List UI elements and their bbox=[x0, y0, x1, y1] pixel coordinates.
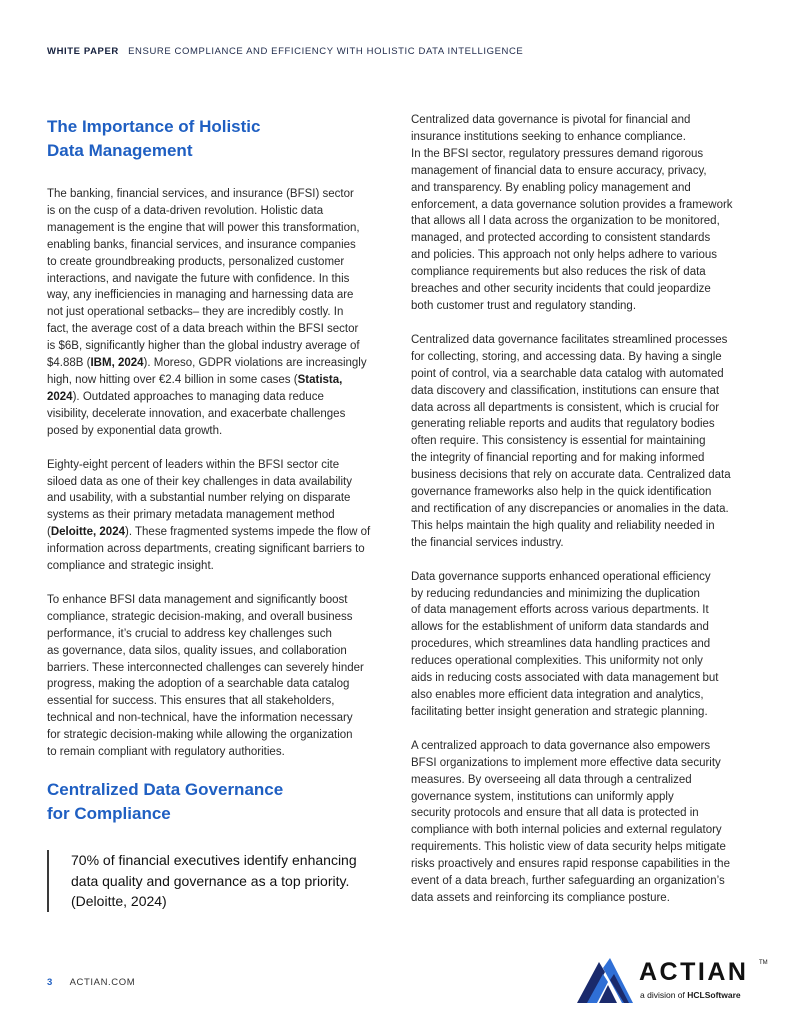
section-heading-governance: Centralized Data Governance for Compliance bbox=[47, 780, 284, 823]
citation-statista: Statista, bbox=[297, 373, 343, 386]
citation-ibm: IBM, 2024 bbox=[90, 357, 144, 370]
logo-wordmark: ACTIAN bbox=[639, 958, 749, 986]
citation-deloitte: Deloitte, 2024 bbox=[50, 526, 125, 539]
right-column bbox=[411, 112, 761, 924]
header-title: ENSURE COMPLIANCE AND EFFICIENCY WITH HOLISTIC DATA INTELLIGENCE bbox=[128, 46, 524, 57]
paragraph-pivotal-governance: Centralized data governance is pivotal for financial and insurance institutions seeking to enhance compliance. In the BFSI sector, regulatory pressures demand rigorous management of financial data to ensure accuracy, privacy, and transparency. By enabling policy management and enforcement, a data governance solution provides a framework that allows all l data across the organization to be monitored, managed, and protected according to consistent standards and policies. This approach not only helps adhere to various compliance requirements but also reduces the risk of data breaches and other security incidents that could jeopardize both customer trust and regulatory standing. bbox=[411, 114, 733, 312]
paragraph-streamlined-processes: Centralized data governance facilitates streamlined processes for collecting, storing, and accessing data. By having a single point of control, via a searchable data catalog with automated data discovery and classification, institutions can ensure that data across all departments is consistent, which is crucial for generating reliable reports and audits that regulatory bodies often require. This consistency is essential for maintaining the integrity of financial reporting and for making informed business decisions that rely on accurate data. Centralized data governance frameworks also help in the quick identification and rectification of any discrepancies or anomalies in the data. This helps maintain the high quality and reliability needed in the financial services industry. bbox=[411, 333, 731, 549]
page-footer bbox=[47, 977, 135, 988]
actian-mountain-icon bbox=[577, 958, 633, 1004]
section-heading-importance: The Importance of Holistic Data Management bbox=[47, 117, 261, 160]
paragraph-siloed-data: Eighty-eight percent of leaders within the BFSI sector cite siloed data as one of their key challenges in data availability and usability, with a substantial number relying on disparate systems as their primary metadata management method (Deloitte, 2024). These fragmented systems impede the flow of information across departments, creating significant barriers to compliance and strategic insight. bbox=[47, 458, 371, 573]
logo-trademark: TM bbox=[759, 960, 768, 966]
page-number: 3 bbox=[47, 977, 53, 988]
paragraph-operational-efficiency: Data governance supports enhanced operational efficiency by reducing redundancies and minimizing the duplication of data management efforts across various departments. It allows for the establishment of uniform data standards and procedures, which streamlines data handling practices and reduces operational complexities. This uniformity not only aids in reducing costs associated with data management but also enables more efficient data integration and analytics, facilitating better insight generation and strategic planning. bbox=[411, 570, 719, 718]
header-label: WHITE PAPER bbox=[47, 46, 119, 57]
paragraph-enhance-bfsi: To enhance BFSI data management and significantly boost compliance, strategic decision-making, and overall business performance, it’s crucial to address key challenges such as governance, data silos, quality issues, and collaboration barriers. These interconnected challenges can severely hinder progress, making the adoption of a searchable data catalog essential for success. This ensures that all stakeholders, technical and non-technical, have the information necessary for strategic decision-making while allowing the organization to remain compliant with regulatory authorities. bbox=[47, 593, 364, 759]
actian-logo bbox=[577, 957, 767, 1007]
paragraph-bfsi-intro: The banking, financial services, and insurance (BFSI) sector is on the cusp of a data-driven revolution. Holistic data management is the engine that will power this transformation, enabling banks, financial services, and insurance companies to create groundbreaking products, personalized customer interactions, and navigate the future with confidence. In this way, any inefficiencies in managing and harnessing data are not just operational setbacks– they are incredibly costly. In fact, the average cost of a data breach within the BFSI sector is $6B, significantly higher than the global industry average of $4.88B (IBM, 2024). Moreso, GDPR violations are increasingly high, now hitting over €2.4 billion in some cases (Statista, 2024). Outdated approaches to managing data reduce visibility, decelerate innovation, and exacerbate challenges posed by exponential data growth. bbox=[47, 188, 367, 437]
page-header bbox=[47, 46, 523, 57]
footer-site-link[interactable]: ACTIAN.COM bbox=[69, 977, 136, 988]
paragraph-data-security: A centralized approach to data governance also empowers BFSI organizations to implement more effective data security measures. By overseeing all data through a centralized governance system, institutions can uniformly apply security protocols and ensure that all data is protected in compliance with both internal policies and external regulatory requirements. This holistic view of data security helps mitigate risks proactively and ensures rapid response capabilities in the event of a data breach, further safeguarding an organization’s data assets and reinforcing its compliance posture. bbox=[411, 739, 730, 904]
left-column bbox=[47, 112, 392, 912]
pull-quote: 70% of financial executives identify enhancing data quality and governance as a top priority. (Deloitte, 2024) bbox=[47, 850, 381, 912]
logo-subtitle: a division of HCLSoftware bbox=[640, 990, 741, 1000]
